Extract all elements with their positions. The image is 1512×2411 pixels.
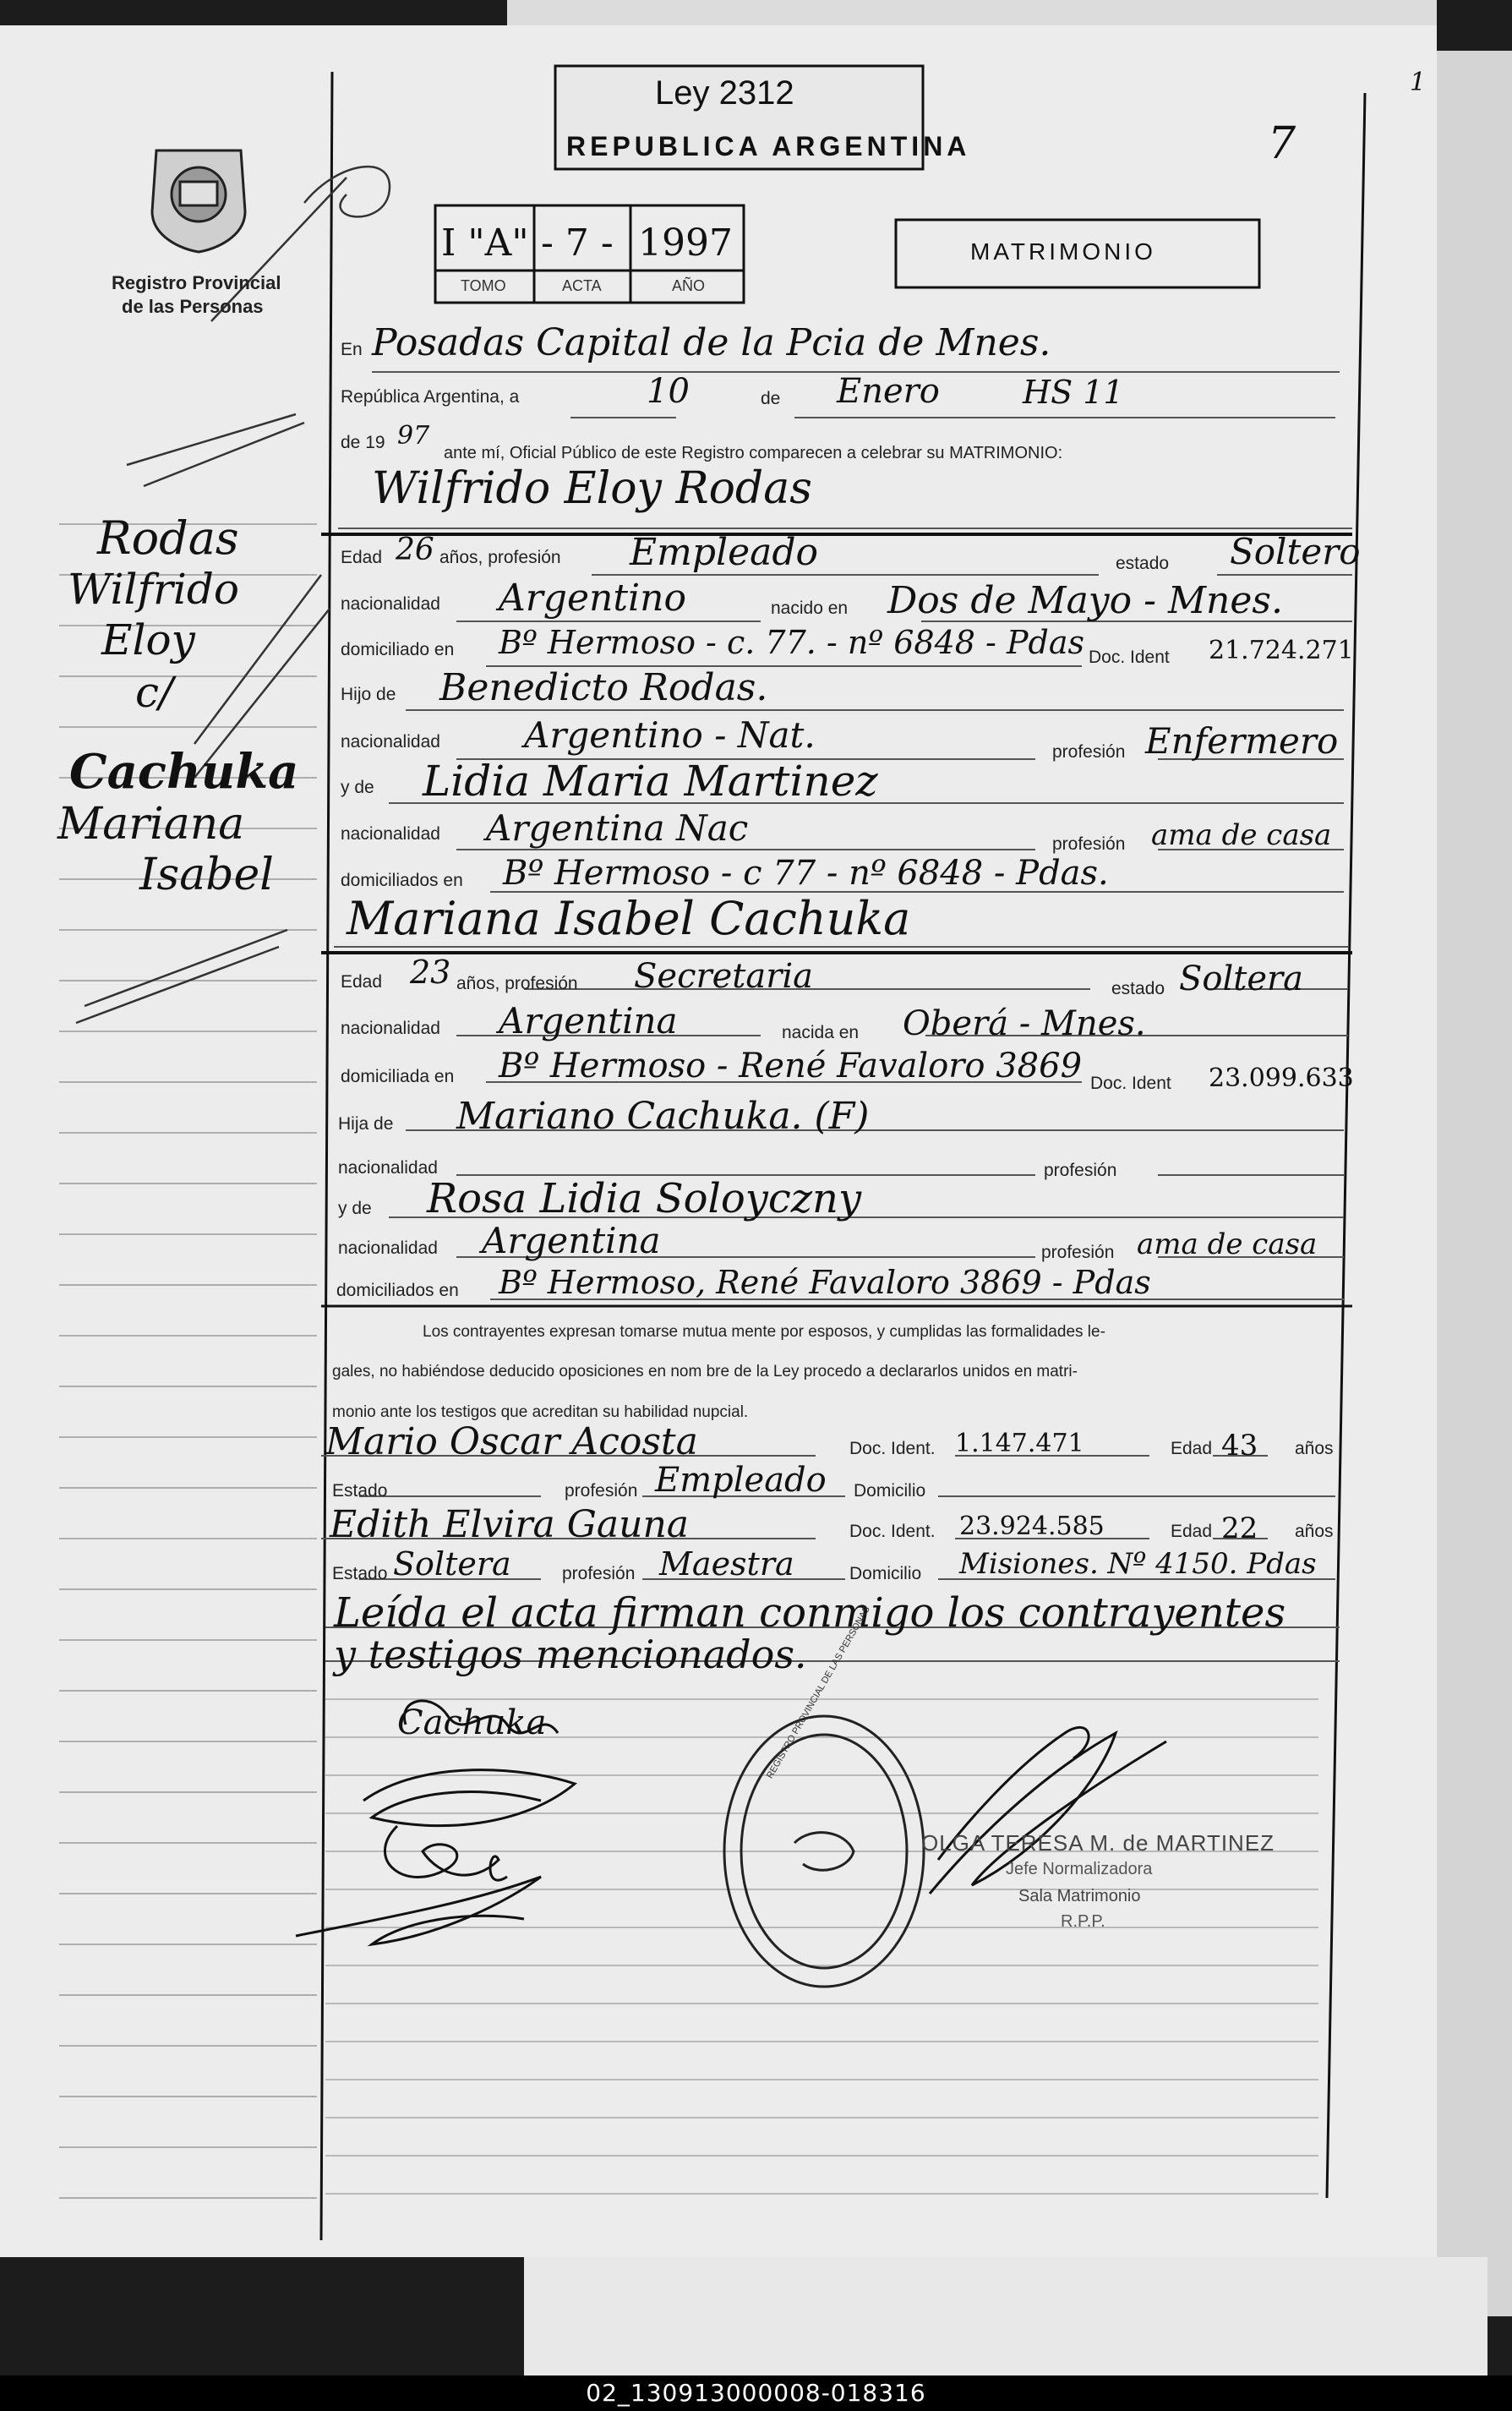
bride-doc: 23.099.633 — [1209, 1063, 1354, 1093]
bride-profession: Secretaria — [634, 957, 813, 996]
groom-father-prof-label: profesión — [1052, 742, 1126, 762]
groom-father-nat-label: nacionalidad — [341, 732, 440, 752]
groom-mother-nat-label: nacionalidad — [341, 824, 440, 844]
bride-hija-label: Hija de — [338, 1114, 394, 1134]
seal-text: REGISTRO PROVINCIAL DE LAS PERSONAS — [765, 1605, 872, 1780]
month-value: Enero — [837, 372, 940, 411]
bride-yde-label: y de — [338, 1199, 372, 1218]
witness2-status: Soltera — [393, 1545, 511, 1583]
bride-doc-label: Doc. Ident — [1090, 1074, 1171, 1093]
bride-father-prof-label: profesión — [1044, 1161, 1117, 1180]
witness1-doc-label: Doc. Ident. — [849, 1439, 936, 1458]
year-suffix: 97 — [397, 421, 430, 451]
margin-groom-given1: Wilfrido — [68, 565, 240, 614]
groom-edad-label: Edad — [341, 548, 383, 567]
bride-edad-label: Edad — [341, 972, 383, 992]
ley-label: Ley 2312 — [655, 74, 794, 112]
groom-mother-nationality: Argentina Nac — [486, 807, 749, 849]
bride-parents-address: Bº Hermoso, René Favaloro 3869 - Pdas — [499, 1264, 1151, 1301]
bride-mother-nat-label: nacionalidad — [338, 1238, 438, 1258]
bride-birthplace: Oberá - Mnes. — [903, 1004, 1146, 1043]
day-value: 10 — [647, 372, 690, 411]
witness2-edad-label: Edad — [1171, 1522, 1213, 1541]
groom-age: 26 — [396, 533, 434, 567]
witness1-anos-label: años — [1295, 1439, 1334, 1458]
bride-anos-prof-label: años, profesión — [456, 974, 578, 993]
witness2-prof-label: profesión — [562, 1564, 636, 1583]
groom-parents-address: Bº Hermoso - c 77 - nº 6848 - Pdas. — [503, 854, 1109, 893]
acta-value: - 7 - — [541, 221, 614, 265]
closing-line2: y testigos mencionados. — [334, 1632, 807, 1677]
witness2-name: Edith Elvira Gauna — [330, 1503, 690, 1546]
groom-civil-status: Soltero — [1230, 531, 1361, 572]
witness2-dom-label: Domicilio — [849, 1564, 922, 1583]
witness2-doc: 23.924.585 — [959, 1512, 1105, 1541]
year-prefix: de 19 — [341, 433, 385, 452]
de-label: de — [761, 389, 781, 408]
official-name-stamp: OLGA TERESA M. de MARTINEZ — [921, 1830, 1275, 1856]
tomo-value: I "A" — [441, 221, 529, 265]
groom-estado-label: estado — [1116, 554, 1170, 573]
witness2-address: Misiones. Nº 4150. Pdas — [959, 1547, 1317, 1581]
witness2-profession: Maestra — [659, 1545, 794, 1583]
groom-yde-label: y de — [341, 778, 374, 797]
groom-name: Wilfrido Eloy Rodas — [372, 463, 812, 514]
groom-mother-profession: ama de casa — [1151, 818, 1332, 852]
witness1-prof-label: profesión — [565, 1481, 638, 1501]
bride-nacida-label: nacida en — [782, 1023, 860, 1042]
bride-civil-status: Soltera — [1179, 959, 1303, 998]
acta-label: ACTA — [562, 277, 602, 294]
republic-label: REPUBLICA ARGENTINA — [566, 131, 971, 161]
tomo-label: TOMO — [461, 277, 506, 294]
official-org: R.P.P. — [1061, 1912, 1105, 1931]
groom-profession: Empleado — [630, 531, 819, 574]
place-value: Posadas Capital de la Pcia de Mnes. — [372, 321, 1051, 364]
intro-text: ante mí, Oficial Público de este Registro comparecen a celebrar su MATRIMONIO: — [444, 444, 1063, 462]
witness1-dom-label: Domicilio — [854, 1481, 926, 1501]
witness2-age: 22 — [1221, 1512, 1258, 1545]
witness1-profession: Empleado — [655, 1461, 827, 1500]
groom-doc: 21.724.271 — [1209, 636, 1354, 665]
bride-mother-nationality: Argentina — [482, 1220, 661, 1261]
groom-mother: Lidia Maria Martinez — [423, 757, 878, 806]
bride-address: Bº Hermoso - René Favaloro 3869 — [499, 1047, 1083, 1085]
groom-nationality: Argentino — [499, 577, 686, 620]
page-number: 7 — [1268, 118, 1296, 169]
bride-father-nat-label: nacionalidad — [338, 1158, 438, 1178]
witness1-name: Mario Oscar Acosta — [325, 1420, 698, 1463]
bride-age: 23 — [410, 954, 451, 991]
groom-father-nationality: Argentino - Nat. — [524, 714, 816, 756]
witness1-estado-label: Estado — [332, 1481, 388, 1501]
groom-address: Bº Hermoso - c. 77. - nº 6848 - Pdas — [499, 624, 1084, 661]
groom-father: Benedicto Rodas. — [439, 666, 768, 709]
bride-dom-label: domiciliada en — [341, 1067, 455, 1086]
corner-mark: 1 — [1410, 68, 1427, 97]
groom-mother-prof-label: profesión — [1052, 834, 1126, 854]
groom-father-profession: Enfermero — [1145, 720, 1339, 762]
margin-bride-given2: Isabel — [139, 850, 274, 900]
bride-mother: Rosa Lidia Soloyczny — [427, 1175, 862, 1222]
signature-contrayente: Cachuka — [397, 1703, 547, 1742]
en-label: En — [341, 340, 363, 359]
file-id-footer: 02_130913000008-018316 — [586, 2379, 926, 2407]
groom-anos-prof-label: años, profesión — [439, 548, 561, 567]
register-name-line2: de las Personas — [122, 296, 264, 317]
hour-value: HS 11 — [1023, 374, 1124, 411]
witness1-edad-label: Edad — [1171, 1439, 1213, 1458]
ano-value: 1997 — [638, 221, 733, 265]
declaration-line3: monio ante los testigos que acreditan su habilidad nupcial. — [332, 1403, 749, 1421]
witness2-anos-label: años — [1295, 1522, 1334, 1541]
official-title1: Jefe Normalizadora — [1006, 1860, 1153, 1878]
groom-nat-label: nacionalidad — [341, 594, 440, 614]
margin-groom-surname: Rodas — [97, 511, 239, 565]
groom-birthplace: Dos de Mayo - Mnes. — [887, 579, 1283, 622]
official-title2: Sala Matrimonio — [1018, 1887, 1141, 1905]
margin-groom-given2: Eloy — [101, 615, 195, 664]
margin-bride-surname: Cachuka — [69, 744, 299, 800]
witness1-doc: 1.147.471 — [955, 1429, 1084, 1458]
margin-bride-given1: Mariana — [57, 799, 245, 850]
bride-name: Mariana Isabel Cachuka — [347, 892, 911, 945]
witness2-estado-label: Estado — [332, 1564, 388, 1583]
bride-mother-prof-label: profesión — [1041, 1243, 1115, 1262]
republica-label: República Argentina, a — [341, 387, 520, 407]
declaration-line2: gales, no habiéndose deducido oposiciones en nom bre de la Ley procedo a declararlos unidos en matri- — [332, 1363, 1078, 1380]
bride-estado-label: estado — [1111, 979, 1165, 998]
bride-nat-label: nacionalidad — [341, 1019, 440, 1038]
groom-doc-label: Doc. Ident — [1089, 648, 1170, 667]
act-type-label: MATRIMONIO — [970, 238, 1156, 265]
groom-hijo-label: Hijo de — [341, 685, 396, 704]
declaration-line1: Los contrayentes expresan tomarse mutua mente por esposos, y cumplidas las formalidades le- — [423, 1323, 1105, 1341]
witness1-age: 43 — [1221, 1429, 1258, 1462]
bride-father: Mariano Cachuka. (F) — [456, 1095, 870, 1138]
bride-parents-dom-label: domiciliados en — [336, 1281, 459, 1300]
register-name-line1: Registro Provincial — [112, 272, 281, 293]
ano-label: AÑO — [672, 277, 706, 294]
groom-parents-dom-label: domiciliados en — [341, 871, 463, 890]
groom-dom-label: domiciliado en — [341, 640, 455, 659]
witness2-doc-label: Doc. Ident. — [849, 1522, 936, 1541]
bride-nationality: Argentina — [499, 1000, 678, 1041]
closing-line1: Leída el acta firman conmigo los contrayentes — [334, 1589, 1286, 1637]
bride-mother-profession: ama de casa — [1137, 1227, 1318, 1261]
margin-connector: c/ — [135, 668, 173, 717]
groom-nacido-label: nacido en — [771, 599, 849, 618]
